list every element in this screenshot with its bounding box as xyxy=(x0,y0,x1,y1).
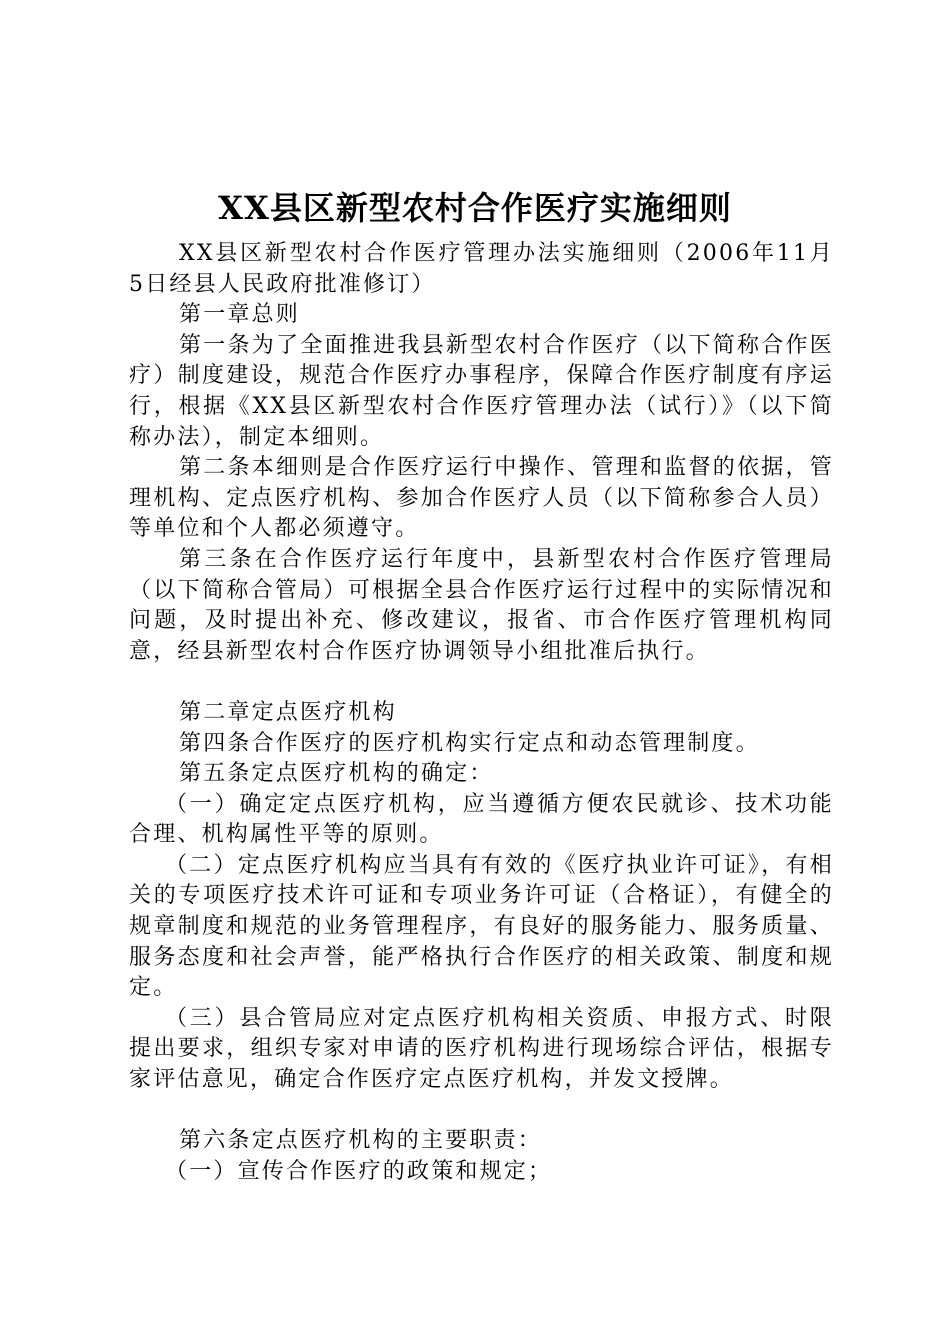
preamble-paragraph: XX县区新型农村合作医疗管理办法实施细则（2006年11月5日经县人民政府批准修订） xyxy=(129,241,834,297)
document-body xyxy=(129,239,834,1187)
clause-paragraph: （二）定点医疗机构应当具有有效的《医疗执业许可证》，有相关的专项医疗技术许可证和专项业务许可证（合格证），有健全的规章制度和规范的业务管理程序，有良好的服务能力、服务质量、服务态度和社会声誉，能严格执行合作医疗的相关政策、制度和规定。 xyxy=(129,852,834,1001)
chapter-heading: 第二章定点医疗机构 xyxy=(179,699,397,725)
article-paragraph: 第六条定点医疗机构的主要职责： xyxy=(179,1128,543,1154)
article-paragraph: 第四条合作医疗的医疗机构实行定点和动态管理制度。 xyxy=(179,730,760,756)
clause-paragraph: （三）县合管局应对定点医疗机构相关资质、申报方式、时限提出要求，组织专家对申请的医疗机构进行现场综合评估，根据专家评估意见，确定合作医疗定点医疗机构，并发文授牌。 xyxy=(129,1005,834,1093)
article-paragraph: 第五条定点医疗机构的确定： xyxy=(179,761,494,787)
article-paragraph: 第二条本细则是合作医疗运行中操作、管理和监督的依据，管理机构、定点医疗机构、参加合作医疗人员（以下简称参合人员）等单位和个人都必须遵守。 xyxy=(129,455,834,542)
article-paragraph: 第三条在合作医疗运行年度中，县新型农村合作医疗管理局（以下简称合管局）可根据全县合作医疗运行过程中的实际情况和问题，及时提出补充、修改建议，报省、市合作医疗管理机构同意，经县新型农村合作医疗协调领导小组批准后执行。 xyxy=(129,546,834,664)
article-paragraph: 第一条为了全面推进我县新型农村合作医疗（以下简称合作医疗）制度建设，规范合作医疗办事程序，保障合作医疗制度有序运行，根据《XX县区新型农村合作医疗管理办法（试行）》（以下简称办法），制定本细则。 xyxy=(129,332,834,450)
clause-paragraph: （一）确定定点医疗机构，应当遵循方便农民就诊、技术功能合理、机构属性平等的原则。 xyxy=(129,791,834,848)
document-title: XX县区新型农村合作医疗实施细则 xyxy=(218,189,732,227)
clause-paragraph: （一）宣传合作医疗的政策和规定； xyxy=(165,1158,553,1184)
chapter-heading: 第一章总则 xyxy=(179,302,301,328)
